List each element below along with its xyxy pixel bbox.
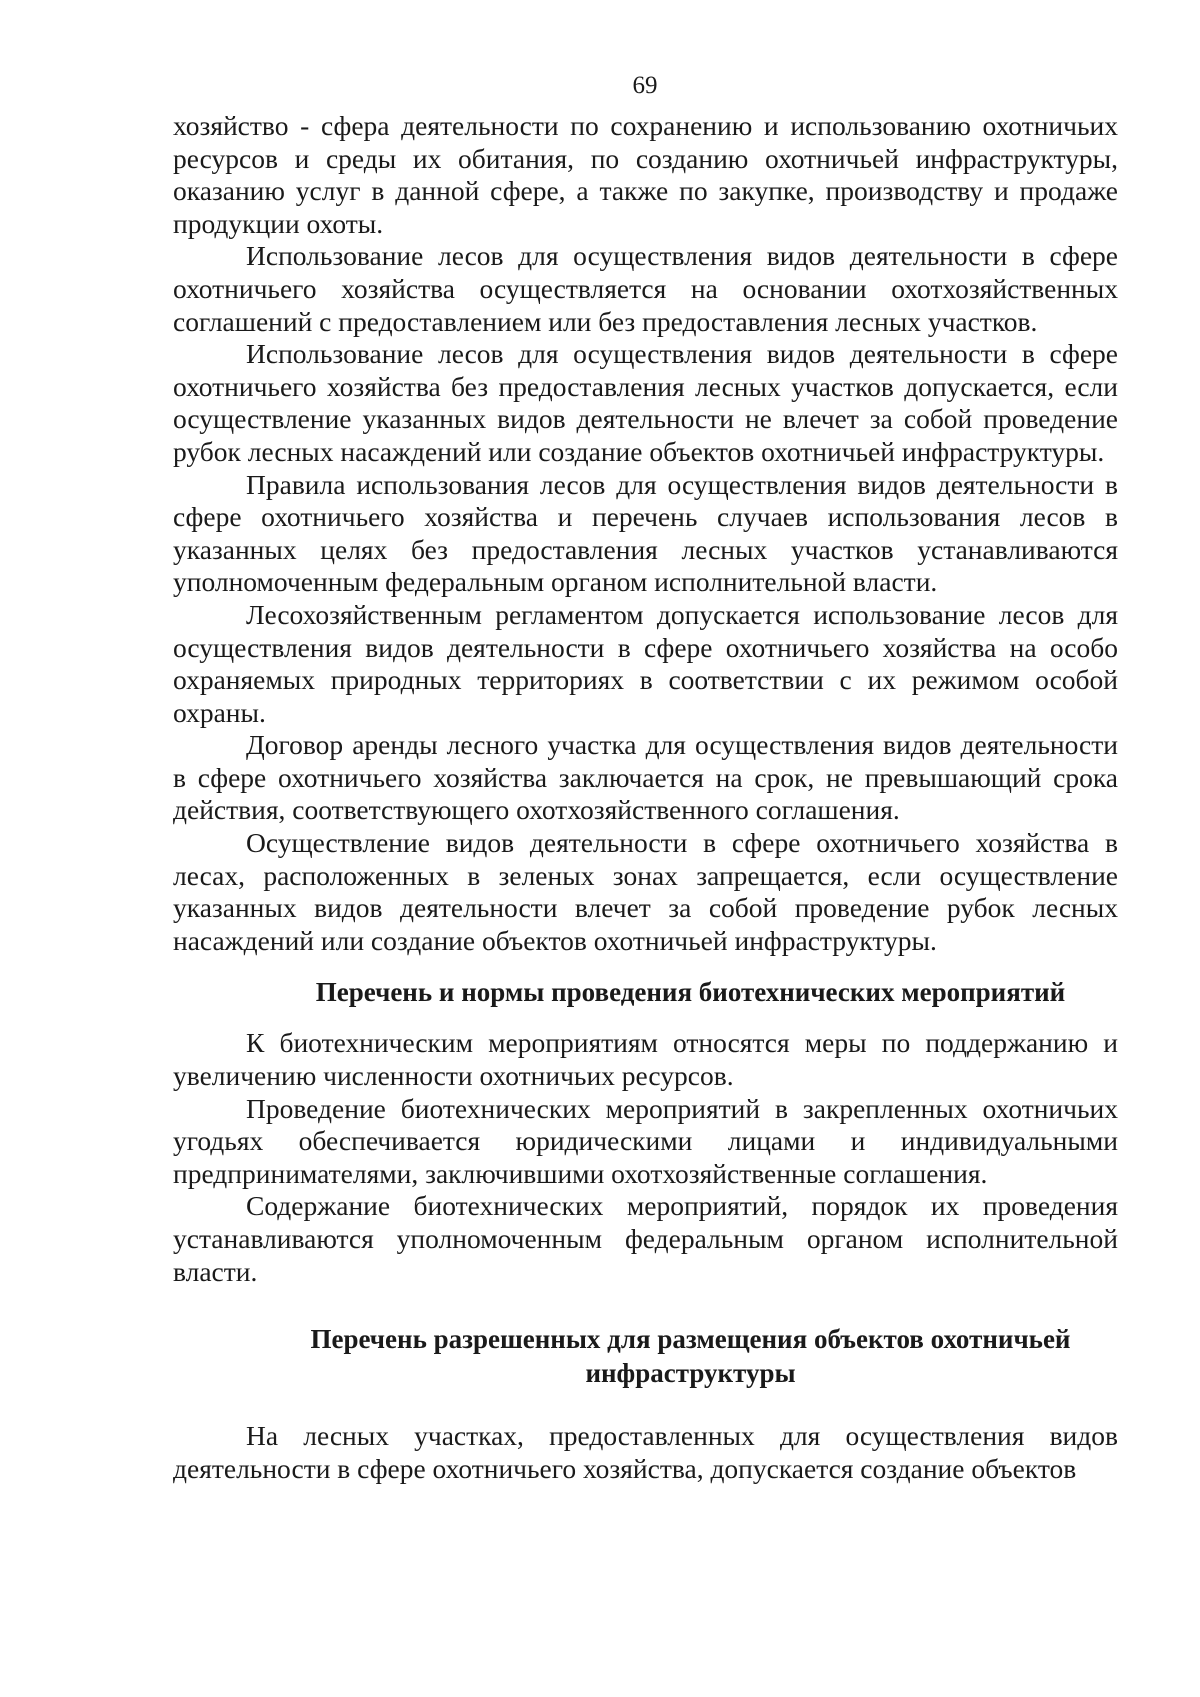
paragraph: Использование лесов для осуществления видов деятельности в сфере охотничьего хозяйства осуществляется на основании охотхозяйственных соглашений с предоставлением или без предоставления лесных участков. — [173, 240, 1118, 337]
paragraph: На лесных участках, предоставленных для осуществления видов деятельности в сфере охотничьего хозяйства, допускается создание объектов — [173, 1420, 1118, 1484]
page-number: 69 — [632, 72, 658, 99]
paragraph-continuation: хозяйство - сфера деятельности по сохранению и использованию охотничьих ресурсов и среды их обитания, по созданию охотничьей инфраструктуры, оказанию услуг в данной сфере, а также по закупке, производству и продаже продукции охоты. — [173, 110, 1118, 239]
document-body — [173, 110, 1118, 1485]
section-heading-infrastructure — [173, 1322, 1118, 1390]
paragraph: Договор аренды лесного участка для осуществления видов деятельности в сфере охотничьего хозяйства заключается на срок, не превышающий срока действия, соответствующего охотхозяйственного соглашения. — [173, 729, 1118, 826]
section-heading-line-2: инфраструктуры — [585, 1358, 796, 1389]
paragraph: Использование лесов для осуществления видов деятельности в сфере охотничьего хозяйства без предоставления лесных участков допускается, если осуществление указанных видов деятельности не влечет за собой проведение рубок лесных насаждений или создание объектов охотничьей инфраструктуры. — [173, 338, 1118, 467]
paragraph: К биотехническим мероприятиям относятся меры по поддержанию и увеличению численности охотничьих ресурсов. — [173, 1027, 1118, 1092]
paragraph: Проведение биотехнических мероприятий в закрепленных охотничьих угодьях обеспечивается юридическими лицами и индивидуальными предпринимателями, заключившими охотхозяйственные соглашения. — [173, 1092, 1118, 1189]
paragraph: Осуществление видов деятельности в сфере охотничьего хозяйства в лесах, расположенных в зеленых зонах запрещается, если осуществление указанных видов деятельности влечет за собой проведение рубок лесных насаждений или создание объектов охотничьей инфраструктуры. — [173, 827, 1118, 956]
paragraph: Правила использования лесов для осуществления видов деятельности в сфере охотничьего хозяйства и перечень случаев использования лесов в указанных целях без предоставления лесных участков устанавливаются уполномоченным федеральным органом исполнительной власти. — [173, 468, 1118, 598]
paragraph: Лесохозяйственным регламентом допускается использование лесов для осуществления видов деятельности в сфере охотничьего хозяйства на особо охраняемых природных территориях в соответствии с их режимом особой охраны. — [173, 598, 1118, 728]
paragraph: Содержание биотехнических мероприятий, порядок их проведения устанавливаются уполномоченным федеральным органом исполнительной власти. — [173, 1190, 1118, 1287]
section-heading-biotechnical: Перечень и нормы проведения биотехнических мероприятий — [315, 977, 1066, 1008]
section-heading-line-1: Перечень разрешенных для размещения объектов охотничьей — [310, 1324, 1071, 1355]
